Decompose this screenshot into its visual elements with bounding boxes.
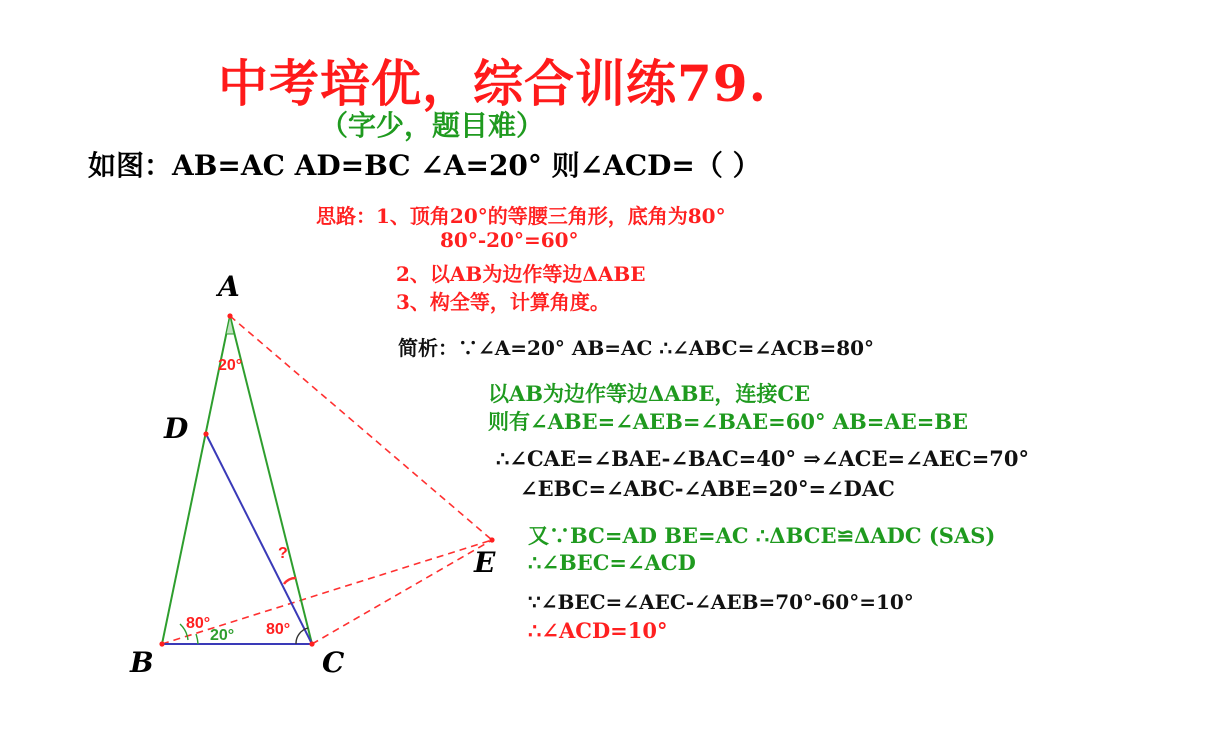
arc-B-20	[196, 634, 198, 644]
label-D: D	[164, 412, 189, 445]
angle-label-B-20: 20°	[210, 627, 235, 644]
solution-line-8: ∵∠BEC=∠AEC-∠AEB=70°-60°=10°	[528, 590, 914, 614]
point-E	[489, 537, 494, 542]
label-C: C	[322, 646, 345, 679]
solution-line-3: 则有∠ABE=∠AEB=∠BAE=60° AB=AE=BE	[488, 409, 969, 434]
label-E: E	[474, 546, 496, 579]
page-title: 中考培优，综合训练79.	[218, 54, 767, 113]
angle-label-C-80: 80°	[266, 621, 291, 638]
solution-line-7: ∴∠BEC=∠ACD	[528, 550, 696, 575]
solution-line-9: ∴∠ACD=10°	[528, 618, 668, 643]
label-B: B	[130, 646, 154, 679]
hint-line-3: 2、以AB为边作等边ΔABE	[396, 262, 646, 286]
solution-line-4: ∴∠CAE=∠BAE-∠BAC=40° ⇒∠ACE=∠AEC=70°	[496, 446, 1030, 471]
segment-AE	[230, 316, 492, 540]
point-D	[203, 431, 208, 436]
segment-CE	[312, 540, 492, 644]
solution-line-6: 又∵BC=AD BE=AC ∴ΔBCE≌ΔADC (SAS)	[528, 523, 996, 548]
solution-line-2: 以AB为边作等边ΔABE，连接CE	[488, 381, 811, 406]
page-subtitle: （字少，题目难）	[320, 109, 545, 142]
angle-label-B-80: 80°	[186, 615, 211, 632]
hint-line-4: 3、构全等，计算角度。	[396, 290, 610, 314]
segment-DC	[206, 434, 312, 644]
solution-line-5: ∠EBC=∠ABC-∠ABE=20°=∠DAC	[520, 476, 895, 501]
segment-AC	[230, 316, 312, 644]
point-A	[227, 313, 232, 318]
hint-line-2: 80°-20°=60°	[440, 228, 579, 252]
angle-label-unknown: ?	[278, 545, 288, 562]
point-B	[159, 641, 164, 646]
hint-line-1: 思路：1、顶角20°的等腰三角形，底角为80°	[316, 204, 726, 228]
angle-label-apex: 20°	[218, 357, 243, 374]
problem-statement: 如图：AB=AC AD=BC ∠A=20° 则∠ACD=（ ）	[88, 149, 761, 182]
point-C	[309, 641, 314, 646]
label-A: A	[218, 270, 240, 303]
arc-ACD	[284, 578, 296, 584]
solution-line-1: 简析：∵∠A=20° AB=AC ∴∠ABC=∠ACB=80°	[398, 336, 875, 360]
